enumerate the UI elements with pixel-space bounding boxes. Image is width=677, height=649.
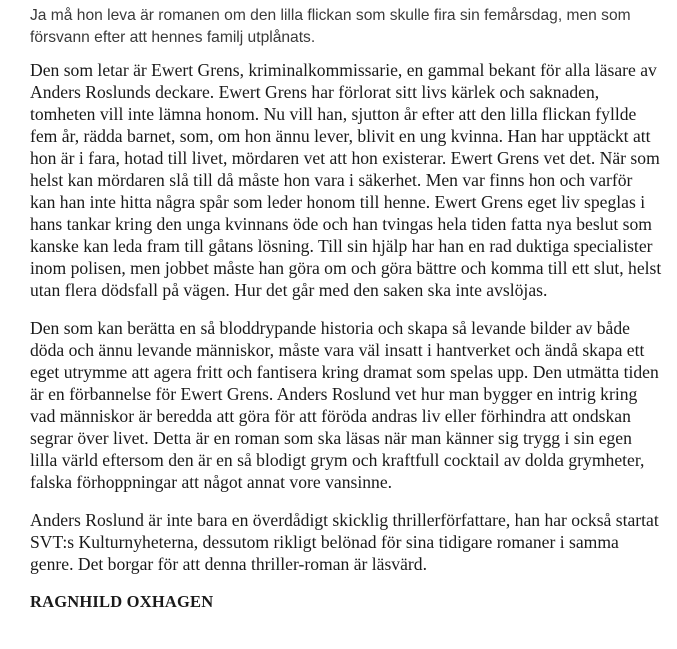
article: [30, 0, 662, 613]
author-byline: RAGNHILD OXHAGEN: [30, 592, 214, 611]
article-paragraph-2: Den som kan berätta en så bloddrypande historia och skapa så levande bilder av både döda och ännu levande människor, måste vara väl insatt i hantverket och ändå skapa ett eget utrymme att agera fritt och fantisera kring dramat som spelas upp. Den utmätta tiden är en förbannelse för Ewert Grens. Anders Roslund vet hur man bygger en intrig kring vad människor är beredda att göra för att föröda andras liv eller förhindra att ondskan segrar över livet. Detta är en roman som ska läsas när man känner sig trygg i sin egen lilla värld eftersom den är en så blodigt grym och kraftfull cocktail av dolda grymheter, falska förhoppningar att något annat vore vansinne.: [30, 318, 659, 492]
article-lead: Ja må hon leva är romanen om den lilla flickan som skulle fira sin femårsdag, men som försvann efter att hennes familj utplånats.: [30, 7, 631, 46]
article-paragraph-1: Den som letar är Ewert Grens, kriminalkommissarie, en gammal bekant för alla läsare av Anders Roslunds deckare. Ewert Grens har förlorat sitt livs kärlek och saknaden, tomheten vill inte lämna honom. Nu vill han, sjutton år efter att den lilla flickan fyllde fem år, rädda barnet, som, om hon ännu lever, blivit en ung kvinna. Han har upptäckt att hon är i fara, hotad till livet, mördaren vet att hon existerar. Ewert Grens vet det. När som helst kan mördaren slå till då måste hon vara i säkerhet. Men var finns hon och varför kan han inte hitta några spår som leder honom till henne. Ewert Grens eget liv speglas i hans tankar kring den unga kvinnans öde och han tvingas hela tiden fatta nya beslut som kanske kan leda fram till gåtans lösning. Till sin hjälp har han en rad duktiga specialister inom polisen, men jobbet måste han göra om och göra bättre och komma till ett slut, helst utan flera dödsfall på vägen. Hur det går med den saken ska inte avslöjas.: [30, 60, 662, 300]
article-paragraph-3: Anders Roslund är inte bara en överdådigt skicklig thrillerförfattare, han har också startat SVT:s Kulturnyheterna, dessutom rikligt belönad för sina tidigare romaner i samma genre. Det borgar för att denna thriller-roman är läsvärd.: [30, 510, 659, 574]
